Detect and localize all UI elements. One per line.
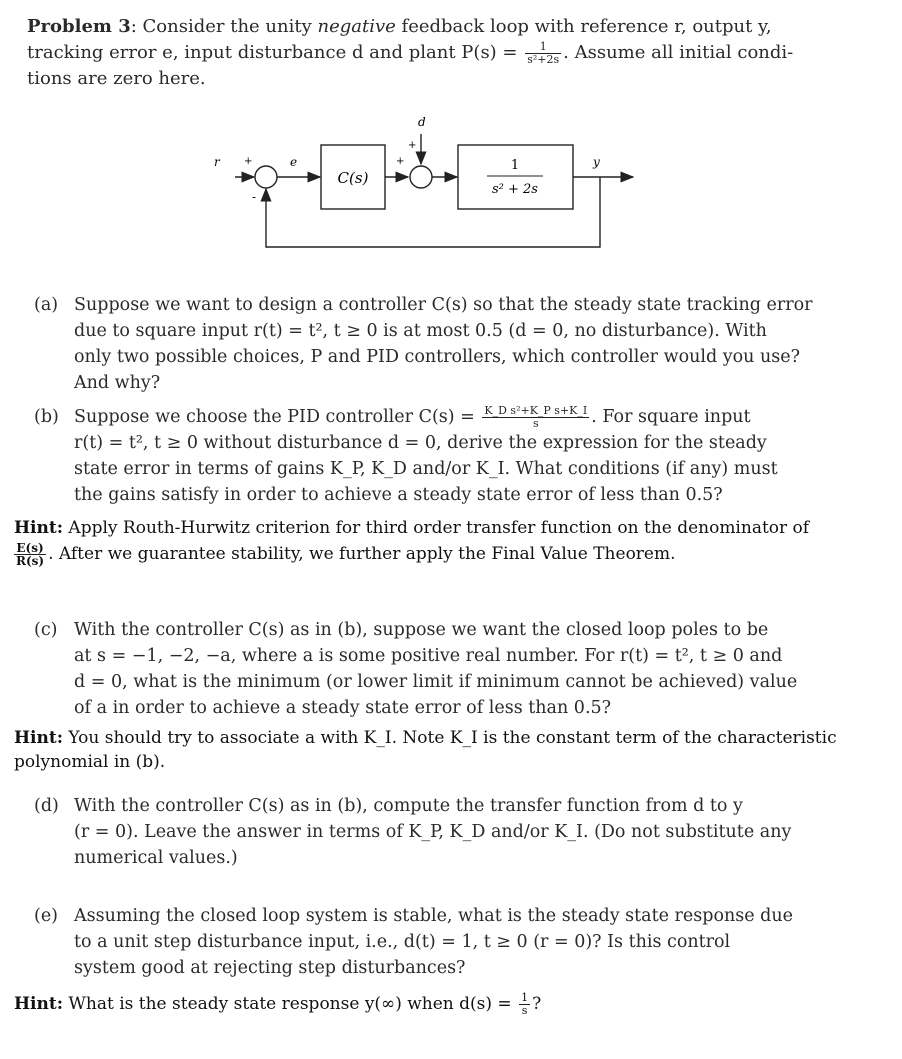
part-c-line: d = 0, what is the minimum (or lower limit if minimum cannot be achieved) value [74, 672, 798, 692]
problem-line-1: Problem 3: Consider the unity negative feedback loop with reference r, output y, [27, 16, 772, 37]
hint-label: Hint: [14, 994, 64, 1014]
part-b-line: r(t) = t², t ≥ 0 without disturbance d = 0, derive the expression for the steady [74, 433, 767, 453]
part-e-label: (e) [34, 906, 59, 926]
plant-fraction: $\frac{1}{\text{s²+2s}}$ [527, 39, 560, 66]
summing-junction-1 [255, 166, 277, 188]
part-a-line: Suppose we want to design a controller C(s) so that the steady state tracking error [74, 295, 813, 315]
hint-e: Hint: What is the steady state response y(∞) when d(s) = $\frac{1}{s}$ ? [14, 991, 542, 1017]
part-c-line: at s = −1, −2, −a, where a is some positive real number. For r(t) = t², t ≥ 0 and [74, 646, 783, 666]
part-a-line: due to square input r(t) = t², t ≥ 0 is at most 0.5 (d = 0, no disturbance). With [74, 321, 767, 341]
part-e-line: to a unit step disturbance input, i.e., d(t) = 1, t ≥ 0 (r = 0)? Is this control [74, 932, 731, 952]
part-b-line: state error in terms of gains K_P, K_D and/or K_I. What conditions (if any) must [74, 459, 778, 479]
part-d-line: numerical values.) [74, 848, 238, 868]
part-a-line: only two possible choices, P and PID controllers, which controller would you use? [74, 347, 800, 367]
plant-block-denominator: s² + 2s [492, 182, 538, 197]
pid-fraction: $\frac{\text{K\_D s²+K\_P s+K\_I}}{s}$ [484, 404, 588, 430]
part-c-line: With the controller C(s) as in (b), suppose we want the closed loop poles to be [74, 620, 769, 640]
label-y: y [593, 155, 600, 169]
hint-b-line: $\frac{E(s)}{R(s)}$ . After we guarantee stability, we further apply the Final Value Theorem. [16, 541, 676, 568]
hint-c [14, 726, 874, 774]
hint-label: Hint: [14, 728, 64, 748]
part-b-line: the gains satisfy in order to achieve a steady state error of less than 0.5? [74, 485, 723, 505]
part-c [34, 617, 834, 721]
hint-b [14, 516, 874, 567]
part-d-label: (d) [34, 796, 59, 816]
controller-label: C(s) [337, 169, 369, 187]
plant-block [458, 145, 573, 209]
part-c-line: of a in order to achieve a steady state error of less than 0.5? [74, 698, 612, 718]
part-b [34, 404, 834, 508]
error-ratio-fraction: $\frac{E(s)}{R(s)}$ [16, 541, 45, 568]
part-b-label: (b) [34, 407, 59, 427]
hint-b-line: Hint: Apply Routh-Hurwitz criterion for third order transfer function on the denominator of [14, 518, 810, 538]
part-d [34, 793, 834, 871]
step-input-fraction: $\frac{1}{s}$ [521, 991, 529, 1017]
part-b-line: Suppose we choose the PID controller C(s) = $\frac{\text{K\_D s²+K\_P s+K\_I}}{s}$ . For square input [74, 404, 751, 430]
hint-c-line: Hint: You should try to associate a with K_I. Note K_I is the constant term of the characteristic [14, 728, 837, 748]
label-minus: - [252, 190, 257, 204]
problem-statement [27, 14, 887, 92]
part-a [34, 292, 834, 396]
part-d-line: (r = 0). Leave the answer in terms of K_P, K_D and/or K_I. (Do not substitute any [74, 822, 792, 842]
part-c-label: (c) [34, 620, 58, 640]
part-e-line: Assuming the closed loop system is stable, what is the steady state response due [74, 906, 793, 926]
part-a-label: (a) [34, 295, 59, 315]
part-e-line: system good at rejecting step disturbances? [74, 958, 466, 978]
part-e [34, 903, 834, 981]
negative-emphasis: negative [317, 16, 396, 37]
hint-c-line: polynomial in (b). [14, 752, 166, 772]
label-plus-3: + [408, 140, 417, 151]
plant-block-numerator: 1 [510, 158, 520, 173]
label-e: e [290, 155, 298, 169]
part-a-line: And why? [74, 373, 161, 393]
part-d-line: With the controller C(s) as in (b), compute the transfer function from d to y [74, 796, 743, 816]
hint-label: Hint: [14, 518, 64, 538]
label-d: d [418, 115, 426, 129]
problem-heading: Problem 3 [27, 16, 131, 37]
label-plus-2: + [396, 156, 405, 167]
problem-line-3: tions are zero here. [27, 68, 206, 89]
problem-line-2: tracking error e, input disturbance d and plant P(s) = $\frac{1}{\text{s²+2s}}$ . Assume all initial condi- [27, 39, 794, 66]
label-r: r [214, 155, 220, 169]
block-diagram [0, 100, 902, 260]
summing-junction-2 [410, 166, 432, 188]
label-plus-1: + [244, 156, 253, 167]
